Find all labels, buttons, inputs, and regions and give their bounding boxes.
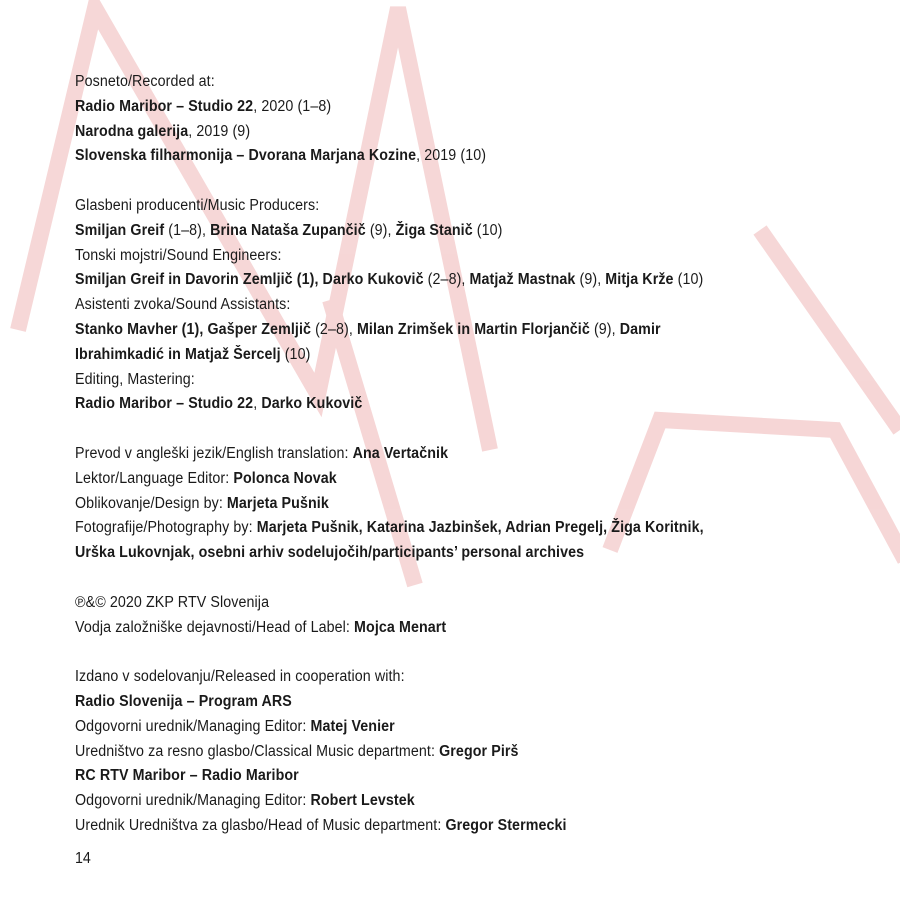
cooperation-org: Radio Slovenija – Program ARS <box>75 692 292 710</box>
engineers-heading: Tonski mojstri/Sound Engineers: <box>75 246 282 264</box>
cooperation-heading: Izdano v sodelovanju/Released in cooperation with: <box>75 668 405 686</box>
design-credit: Oblikovanje/Design by: Marjeta Pušnik <box>75 494 329 512</box>
engineers-line: Smiljan Greif in Davorin Zemljič (1), Darko Kukovič (2–8), Matjaž Mastnak (9), Mitja Krže (10) <box>75 271 704 289</box>
recorded-location-line: Radio Maribor – Studio 22, 2020 (1–8) <box>75 97 332 115</box>
cooperation-org: RC RTV Maribor – Radio Maribor <box>75 767 299 785</box>
recorded-location-line: Slovenska filharmonija – Dvorana Marjana Kozine, 2019 (10) <box>75 147 487 165</box>
assistants-heading: Asistenti zvoka/Sound Assistants: <box>75 296 291 314</box>
assistants-line: Ibrahimkadić in Matjaž Šercelj (10) <box>75 345 311 363</box>
assistants-line: Stanko Mavher (1), Gašper Zemljič (2–8), Milan Zrimšek in Martin Florjančič (9), Damir <box>75 320 661 338</box>
department-credit: Uredništvo za resno glasbo/Classical Music department: Gregor Pirš <box>75 742 519 760</box>
department-credit: Urednik Uredništva za glasbo/Head of Music department: Gregor Stermecki <box>75 816 567 834</box>
translation-credit: Prevod v angleški jezik/English translation: Ana Vertačnik <box>75 444 449 462</box>
recorded-heading: Posneto/Recorded at: <box>75 73 215 90</box>
credits-block <box>75 70 875 839</box>
producers-heading: Glasbeni producenti/Music Producers: <box>75 196 320 214</box>
editing-heading: Editing, Mastering: <box>75 370 195 388</box>
copyright-line: ℗&© 2020 ZKP RTV Slovenija <box>75 593 270 611</box>
photography-credit-continued: Urška Lukovnjak, osebni arhiv sodelujočih/participants’ personal archives <box>75 544 585 562</box>
recorded-location-line: Narodna galerija, 2019 (9) <box>75 122 251 140</box>
managing-editor-credit: Odgovorni urednik/Managing Editor: Robert Levstek <box>75 792 415 810</box>
producers-line: Smiljan Greif (1–8), Brina Nataša Zupančič (9), Žiga Stanič (10) <box>75 221 503 239</box>
managing-editor-credit: Odgovorni urednik/Managing Editor: Matej Venier <box>75 717 395 735</box>
photography-credit: Fotografije/Photography by: Marjeta Pušnik, Katarina Jazbinšek, Adrian Pregelj, Žiga Koritnik, <box>75 519 704 537</box>
head-of-label-credit: Vodja založniške dejavnosti/Head of Label: Mojca Menart <box>75 618 447 636</box>
language-editor-credit: Lektor/Language Editor: Polonca Novak <box>75 469 337 487</box>
page-number: 14 <box>75 850 91 867</box>
editing-line: Radio Maribor – Studio 22, Darko Kukovič <box>75 395 363 413</box>
